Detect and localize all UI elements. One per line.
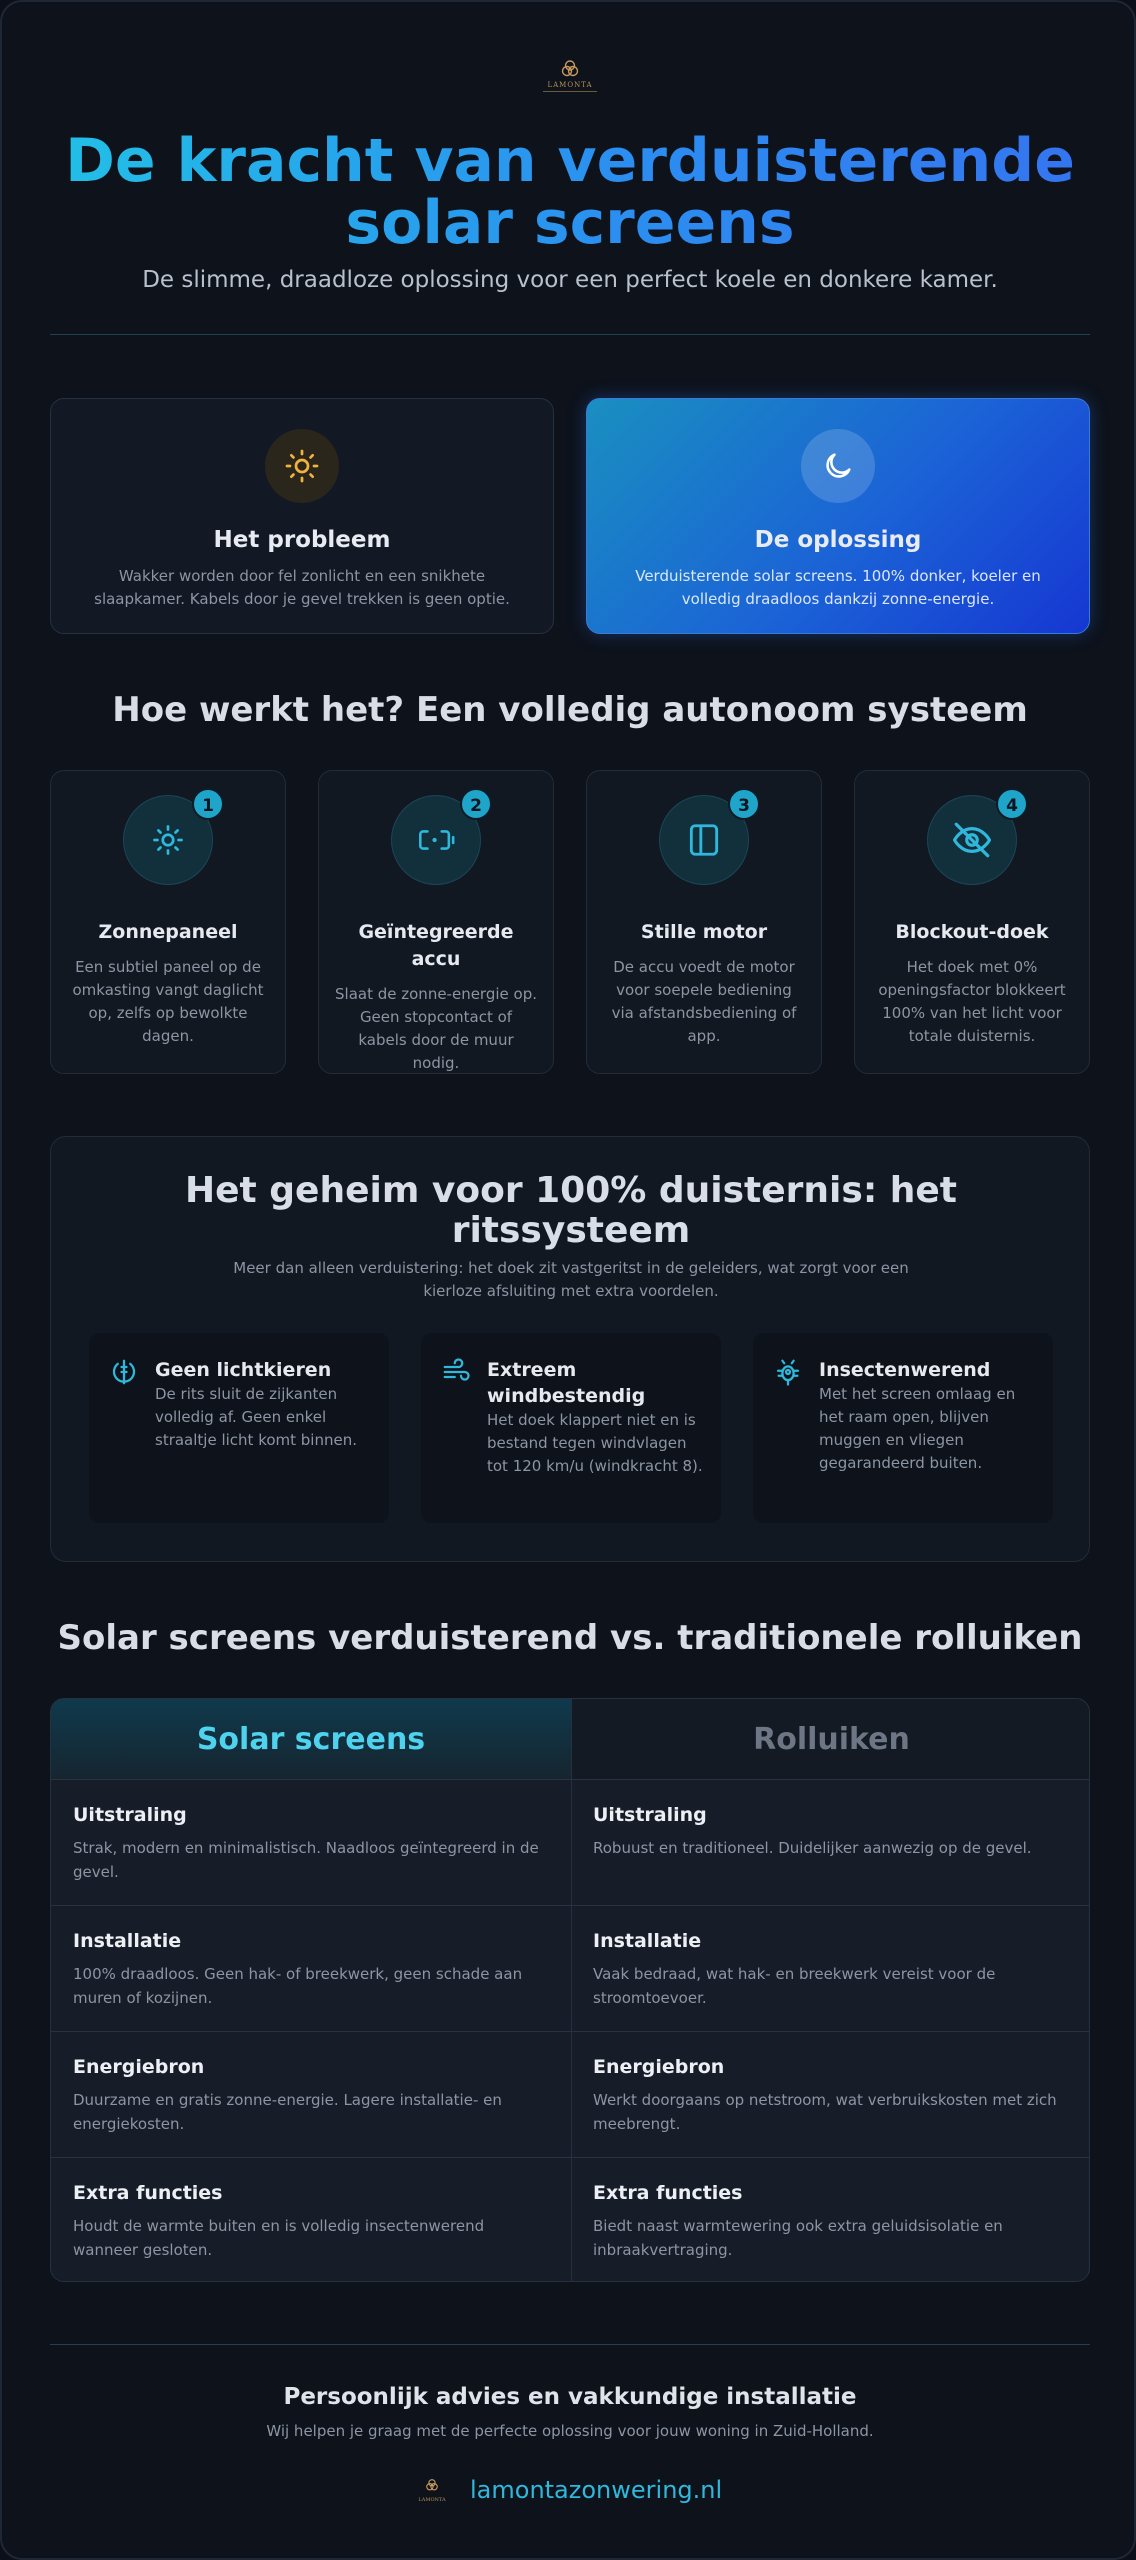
sun-icon [150, 822, 186, 858]
cell-text: Duurzame en gratis zonne-energie. Lagere installatie- en energiekosten. [73, 2091, 502, 2133]
step-number-badge: 4 [996, 788, 1028, 820]
step-title: Blockout-doek [895, 921, 1049, 943]
logo-text: LAMONTA [547, 81, 593, 89]
footer-subtitle: Wij helpen je graag met de perfecte oplossing voor jouw woning in Zuid-Holland. [266, 2422, 874, 2440]
feature-title: Insectenwerend [819, 1359, 991, 1381]
row-label: Extra functies [593, 2182, 743, 2204]
step-card-1 [50, 770, 286, 1074]
step-card-4 [854, 770, 1090, 1074]
table-cell [593, 1930, 1073, 2010]
footer-logo [412, 2478, 452, 2503]
feature-title: Extreem windbestendig [487, 1359, 646, 1407]
website-link[interactable]: lamontazonwering.nl [470, 2476, 723, 2504]
row-label: Energiebron [593, 2056, 725, 2078]
table-cell [593, 2056, 1073, 2136]
table-cell [593, 1804, 1073, 1860]
brand-logo[interactable] [540, 60, 600, 104]
row-divider [51, 1905, 1090, 1906]
row-label: Installatie [593, 1930, 702, 1952]
step-number-badge: 2 [460, 788, 492, 820]
step-icon-circle [659, 795, 749, 885]
wind-icon [441, 1357, 471, 1387]
feature-card-no-light-gaps [89, 1333, 389, 1523]
eye-off-icon [951, 819, 993, 861]
column-header-rolluiken: Rolluiken [571, 1699, 1090, 1779]
solution-title: De oplossing [754, 527, 922, 553]
step-text: Het doek met 0% openingsfactor blokkeert 100% van het licht voor totale duisternis. [878, 958, 1066, 1045]
step-title: Geïntegreerde accu [358, 921, 514, 970]
cell-text: Houdt de warmte buiten en is volledig insectenwerend wanneer gesloten. [73, 2217, 485, 2259]
footer-link-row [412, 2472, 742, 2508]
compare-title: Solar screens verduisterend vs. traditionele rolluiken [57, 1618, 1083, 1658]
hero-title: De kracht van verduisterende solar screens [42, 130, 1098, 254]
row-label: Energiebron [73, 2056, 205, 2078]
table-cell [73, 1804, 553, 1884]
feature-text: De rits sluit de zijkanten volledig af. Geen enkel straaltje licht komt binnen. [155, 1385, 357, 1449]
cell-text: Biedt naast warmtewering ook extra geluidsisolatie en inbraakvertraging. [593, 2217, 1003, 2259]
step-title: Zonnepaneel [98, 921, 238, 943]
step-number-badge: 1 [192, 788, 224, 820]
footer-logo-text: LAMONTA [418, 2496, 446, 2503]
step-text: Een subtiel paneel op de omkasting vangt daglicht op, zelfs op bewolkte dagen. [72, 958, 264, 1045]
step-text: Slaat de zonne-energie op. Geen stopcontact of kabels door de muur nodig. [335, 985, 537, 1072]
feature-text: Het doek klappert niet en is bestand tegen windvlagen tot 120 km/u (windkracht 8). [487, 1411, 703, 1475]
cell-text: Robuust en traditioneel. Duidelijker aanwezig op de gevel. [593, 1839, 1032, 1857]
zipper-section [50, 1136, 1090, 1562]
table-cell [73, 2056, 553, 2136]
cell-text: Vaak bedraad, wat hak- en breekwerk vereist voor de stroomtoevoer. [593, 1965, 996, 2007]
row-divider [51, 2031, 1090, 2032]
row-label: Extra functies [73, 2182, 223, 2204]
step-card-3 [586, 770, 822, 1074]
zipper-subtitle: Meer dan alleen verduistering: het doek zit vastgeritst in de geleiders, wat zorgt voor een kierloze afsluiting met extra voordelen. [233, 1259, 909, 1300]
logo-underline [543, 91, 597, 92]
row-label: Installatie [73, 1930, 182, 1952]
feature-card-insects [753, 1333, 1053, 1523]
panel-icon [685, 821, 723, 859]
zipper-title: Het geheim voor 100% duisternis: het ritssysteem [185, 1170, 957, 1251]
sun-icon [265, 429, 339, 503]
logo-mark-icon [559, 60, 581, 80]
step-icon-circle [391, 795, 481, 885]
step-icon-circle [123, 795, 213, 885]
problem-card [50, 398, 554, 634]
logo-mark-icon [424, 2479, 440, 2493]
step-title: Stille motor [640, 921, 768, 943]
table-cell [73, 1930, 553, 2010]
feature-card-wind [421, 1333, 721, 1523]
table-cell [593, 2182, 1073, 2262]
moon-icon [801, 429, 875, 503]
step-text: De accu voedt de motor voor soepele bediening via afstandsbediening of app. [611, 958, 797, 1045]
section-divider [50, 334, 1090, 335]
feature-title: Geen lichtkieren [155, 1359, 332, 1381]
footer-divider [50, 2344, 1090, 2345]
step-card-2 [318, 770, 554, 1074]
row-divider [51, 2157, 1090, 2158]
comparison-table [50, 1698, 1090, 2282]
table-cell [73, 2182, 553, 2262]
problem-title: Het probleem [213, 527, 391, 553]
row-label: Uitstraling [73, 1804, 187, 1826]
footer-title: Persoonlijk advies en vakkundige installatie [283, 2384, 857, 2410]
row-label: Uitstraling [593, 1804, 707, 1826]
feature-text: Met het screen omlaag en het raam open, blijven muggen en vliegen gegarandeerd buiten. [819, 1385, 1016, 1472]
solution-card [586, 398, 1090, 634]
cell-text: Werkt doorgaans op netstroom, wat verbruikskosten met zich meebrengt. [593, 2091, 1057, 2133]
solution-text: Verduisterende solar screens. 100% donker, koeler en volledig draadloos dankzij zonne-energie. [635, 567, 1041, 608]
hero-subtitle: De slimme, draadloze oplossing voor een perfect koele en donkere kamer. [142, 267, 998, 293]
column-header-solar-screens: Solar screens [51, 1699, 571, 1779]
cell-text: 100% draadloos. Geen hak- of breekwerk, geen schade aan muren of kozijnen. [73, 1965, 523, 2007]
step-icon-circle [927, 795, 1017, 885]
zipper-icon [109, 1357, 139, 1387]
step-number-badge: 3 [728, 788, 760, 820]
how-title: Hoe werkt het? Een volledig autonoom systeem [112, 690, 1028, 730]
column-divider [571, 1699, 572, 2282]
bug-icon [773, 1357, 803, 1387]
problem-text: Wakker worden door fel zonlicht en een snikhete slaapkamer. Kabels door je gevel trekken is geen optie. [94, 567, 510, 608]
row-divider [51, 1779, 1090, 1780]
cell-text: Strak, modern en minimalistisch. Naadloos geïntegreerd in de gevel. [73, 1839, 539, 1881]
battery-icon [416, 822, 456, 858]
